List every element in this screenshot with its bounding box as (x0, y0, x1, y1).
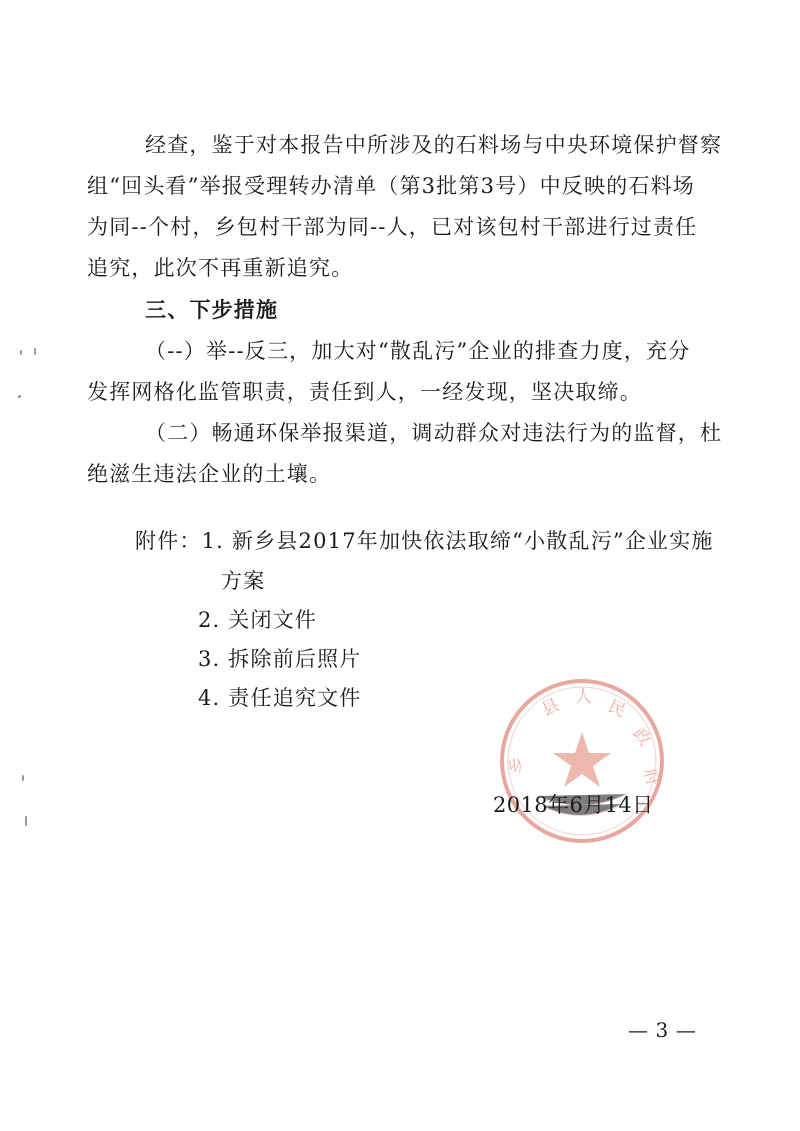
body-paragraph-line: 追究，此次不再重新追究。 (87, 256, 354, 280)
svg-text:政: 政 (628, 724, 655, 751)
page-number: — 3 — (628, 1018, 697, 1042)
body-paragraph-line: 组“回头看”举报受理转办清单（第3批第3号）中反映的石料场 (87, 174, 695, 198)
body-paragraph-line: 经查，鉴于对本报告中所涉及的石料场与中央环境保护督察 (145, 133, 723, 157)
svg-text:乡: 乡 (504, 753, 530, 779)
list-item-line: （二）畅通环保举报渠道，调动群众对违法行为的监督，杜 (145, 421, 723, 445)
list-item-line: 绝滋生违法企业的土壤。 (87, 462, 332, 486)
svg-text:民: 民 (604, 696, 629, 722)
list-item-line: 发挥网格化监管职责，责任到人，一经发现，坚决取缔。 (87, 380, 642, 404)
attachment-item: 4. 责任追究文件 (198, 686, 362, 710)
attachment-first-cont: 方案 (221, 569, 266, 593)
svg-text:府: 府 (639, 766, 663, 788)
attachment-first: 附件：1. 新乡县2017年加快依法取缔“小散乱污”企业实施 (135, 529, 714, 553)
list-item-line: （--）举--反三，加大对“散乱污”企业的排查力度，充分 (145, 339, 691, 363)
attachment-item: 2. 关闭文件 (198, 608, 318, 632)
document-date: 2018年6月14日 (493, 793, 654, 817)
section-heading: 三、下步措施 (145, 297, 279, 322)
official-seal (497, 676, 667, 846)
body-paragraph-line: 为同--个村，乡包村干部为同--人，已对该包村干部进行过责任 (87, 215, 698, 239)
attachment-item: 3. 拆除前后照片 (198, 647, 362, 671)
svg-text:人: 人 (575, 687, 592, 707)
svg-text:县: 县 (538, 695, 563, 721)
